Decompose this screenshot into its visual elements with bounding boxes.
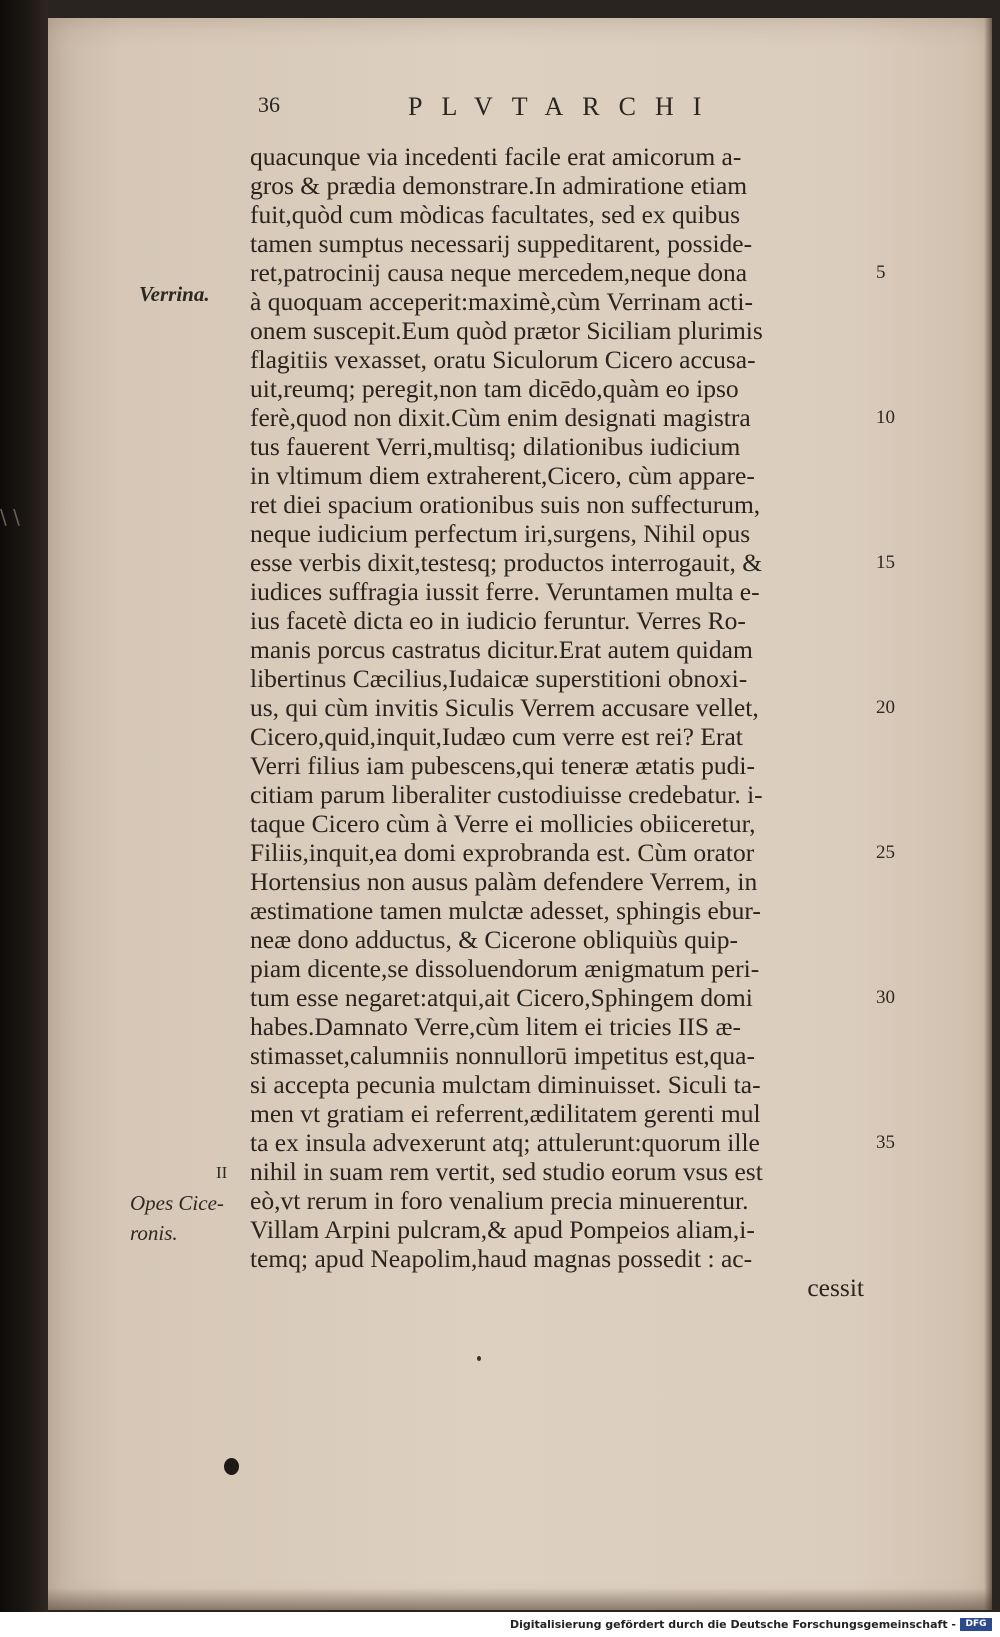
text-line: ret,patrocinij causa neque mercedem,neque dona bbox=[250, 258, 748, 287]
running-title: PLVTARCHI bbox=[408, 92, 721, 121]
text-line: ta ex insula advexerunt atq; attulerunt:quorum ille bbox=[250, 1128, 760, 1157]
book-gutter-shadow bbox=[0, 0, 48, 1637]
text-line: fuit,quòd cum mòdicas facultates, sed ex quibus bbox=[250, 200, 741, 229]
text-line: citiam parum liberaliter custodiuisse credebatur. i- bbox=[250, 780, 763, 809]
text-line: Hortensius non ausus palàm defendere Verrem, in bbox=[250, 867, 758, 896]
text-line: manis porcus castratus dicitur.Erat autem quidam bbox=[250, 635, 753, 664]
page-number: 36 bbox=[258, 92, 280, 117]
text-line: stimasset,calumniis nonnullorū impetitus est,qua- bbox=[250, 1041, 755, 1070]
margin-section-number: II bbox=[216, 1163, 228, 1182]
text-line: piam dicente,se dissoluendorum ænigmatum peri- bbox=[250, 954, 760, 983]
line-number-25: 25 bbox=[876, 842, 895, 863]
paper-speck bbox=[477, 1356, 481, 1361]
line-number-30: 30 bbox=[876, 987, 895, 1008]
text-line: quacunque via incedenti facile erat amicorum a- bbox=[250, 142, 742, 171]
text-line: esse verbis dixit,testesq; productos interrogauit, & bbox=[250, 548, 763, 577]
ink-blot bbox=[224, 1458, 239, 1475]
text-line: ius facetè dicta eo in iudicio feruntur. Verres Ro- bbox=[250, 606, 746, 635]
line-number-35: 35 bbox=[876, 1132, 895, 1153]
text-line: temq; apud Neapolim,haud magnas possedit : ac- bbox=[250, 1244, 753, 1273]
margin-note-opes-line2: ronis. bbox=[130, 1221, 178, 1245]
text-line: flagitiis vexasset, oratu Siculorum Cicero accusa- bbox=[250, 345, 756, 374]
text-line: tus fauerent Verri,multisq; dilationibus iudicium bbox=[250, 432, 741, 461]
text-line: eò,vt rerum in foro venalium precia minuerentur. bbox=[250, 1186, 749, 1215]
line-number-20: 20 bbox=[876, 697, 895, 718]
text-line: taque Cicero cùm à Verre ei mollicies obiiceretur, bbox=[250, 809, 756, 838]
margin-note-opes-line1: Opes Cice- bbox=[130, 1191, 224, 1215]
text-line: neæ dono adductus, & Cicerone obliquiùs quip- bbox=[250, 925, 738, 954]
margin-note-verrina: Verrina. bbox=[139, 282, 210, 306]
text-line: à quoquam acceperit:maximè,cùm Verrinam acti- bbox=[250, 287, 753, 316]
text-line: Filiis,inquit,ea domi exprobranda est. Cùm orator bbox=[250, 838, 755, 867]
page-edge-bottom bbox=[48, 1588, 992, 1610]
text-line: Villam Arpini pulcram,& apud Pompeios aliam,i- bbox=[250, 1215, 755, 1244]
text-line: iudices suffragia iussit ferre. Veruntamen multa e- bbox=[250, 577, 760, 606]
text-line: gros & prædia demonstrare.In admiratione etiam bbox=[250, 171, 748, 200]
main-text bbox=[250, 142, 890, 1302]
margin-note-opes bbox=[130, 1188, 224, 1248]
text-line: ferè,quod non dixit.Cùm enim designati magistra bbox=[250, 403, 751, 432]
text-line: Verri filius iam pubescens,qui teneræ ætatis pudi- bbox=[250, 751, 755, 780]
line-number-5: 5 bbox=[876, 262, 886, 283]
line-number-15: 15 bbox=[876, 552, 895, 573]
text-line: men vt gratiam ei referrent,ædilitatem gerenti mul bbox=[250, 1099, 761, 1128]
text-line: ret diei spacium orationibus suis non suffecturum, bbox=[250, 490, 761, 519]
dfg-logo: DFG bbox=[960, 1618, 992, 1631]
text-line: in vltimum diem extraherent,Cicero, cùm appare- bbox=[250, 461, 755, 490]
gutter-marks: \ \ bbox=[0, 505, 20, 529]
text-line: onem suscepit.Eum quòd prætor Siciliam plurimis bbox=[250, 316, 763, 345]
text-line: æstimatione tamen mulctæ adesset, sphingis ebur- bbox=[250, 896, 761, 925]
text-line: us, qui cùm invitis Siculis Verrem accusare vellet, bbox=[250, 693, 759, 722]
line-number-10: 10 bbox=[876, 407, 895, 428]
page-header bbox=[258, 92, 778, 132]
text-line: tum esse negaret:atqui,ait Cicero,Sphingem domi bbox=[250, 983, 753, 1012]
footer-text: Digitalisierung gefördert durch die Deutsche Forschungsgemeinschaft - bbox=[509, 1618, 956, 1631]
text-line: uit,reumq; peregit,non tam dicēdo,quàm eo ipso bbox=[250, 374, 739, 403]
catchword: cessit bbox=[807, 1273, 864, 1302]
page-edge-right bbox=[984, 18, 992, 1610]
text-line: si accepta pecunia mulctam diminuisset. Siculi ta- bbox=[250, 1070, 761, 1099]
text-line: nihil in suam rem vertit, sed studio eorum vsus est bbox=[250, 1157, 763, 1186]
text-line: libertinus Cæcilius,Iudaicæ superstitioni obnoxi- bbox=[250, 664, 748, 693]
digitization-footer bbox=[0, 1612, 1000, 1637]
text-line: habes.Damnato Verre,cùm litem ei tricies IIS æ- bbox=[250, 1012, 741, 1041]
text-line: Cicero,quid,inquit,Iudæo cum verre est rei? Erat bbox=[250, 722, 743, 751]
text-line: neque iudicium perfectum iri,surgens, Nihil opus bbox=[250, 519, 751, 548]
text-line: tamen sumptus necessarij suppeditarent, posside- bbox=[250, 229, 753, 258]
